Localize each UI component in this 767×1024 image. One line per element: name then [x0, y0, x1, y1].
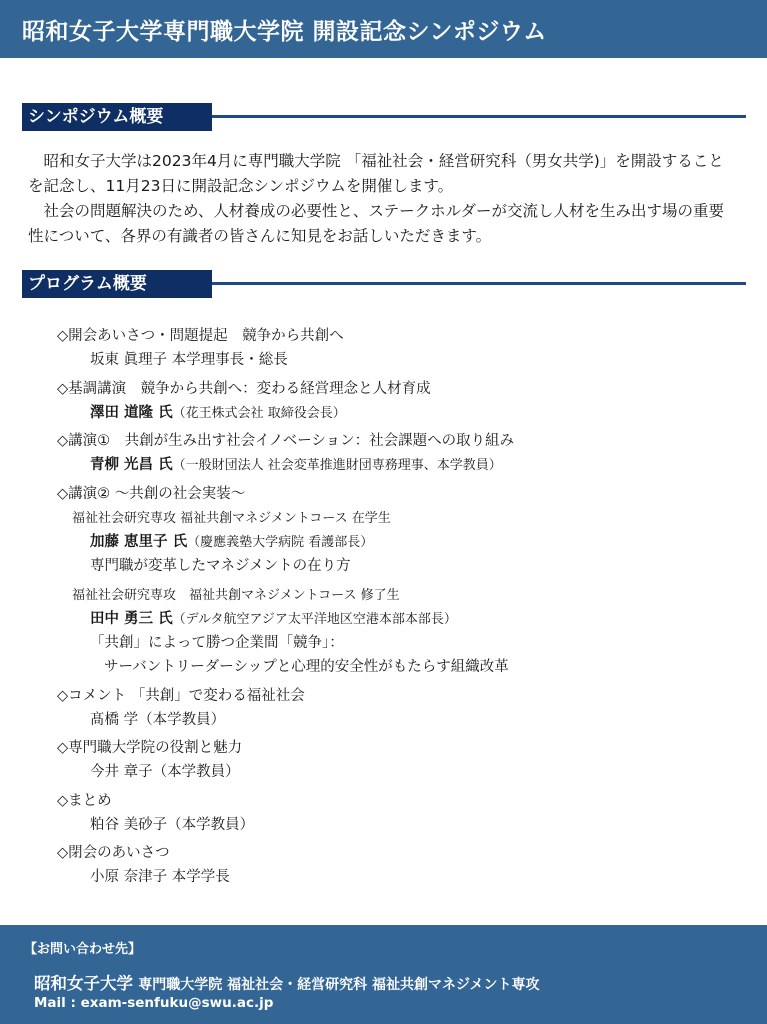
presenter-course: 福祉社会研究専攻 福祉共創マネジメントコース 在学生 [72, 511, 391, 526]
page-title: 昭和女子大学専門職大学院 開設記念シンポジウム [22, 19, 547, 45]
program-item-speaker [90, 455, 502, 476]
program-item-speaker [90, 609, 457, 630]
program-item-title: ◇講演② ～共創の社会実装～ [57, 486, 246, 502]
speaker-name: 田中 勇三 氏 [90, 611, 173, 627]
speaker-affiliation: （一般財団法人 社会変革推進財団専務理事、本学教員） [172, 458, 502, 473]
program-item-speaker [90, 532, 373, 553]
presentation-topic: 「共創」によって勝つ企業間「競争」： [90, 635, 344, 651]
program-item-speaker: 坂東 眞理子 本学理事長・総長 [90, 352, 288, 368]
contact-organization [34, 970, 540, 994]
section-label: シンポジウム概要 [22, 103, 212, 131]
program-item-title: ◇閉会のあいさつ [57, 845, 170, 861]
presenter-course: 福祉社会研究専攻 福祉共創マネジメントコース 修了生 [72, 588, 400, 603]
program-item-speaker: 髙橋 学（本学教員） [90, 712, 226, 728]
program-item-title: ◇コメント 「共創」で変わる福祉社会 [57, 688, 305, 704]
dept-name: 専門職大学院 福祉社会・経営研究科 福祉共創マネジメント専攻 [138, 977, 540, 993]
speaker-affiliation: （デルタ航空アジア太平洋地区空港本部本部長） [172, 612, 457, 627]
speaker-name: 澤田 道隆 氏 [90, 405, 173, 421]
contact-label: 【お問い合わせ先】 [24, 942, 142, 957]
overview-paragraph: 昭和女子大学は2023年4月に専門職大学院 「福祉社会・経営研究科（男女共学)」を開設することを記念し、11月23日に開設記念シンポジウムを開催します。 [28, 152, 724, 195]
section-label: プログラム概要 [22, 270, 212, 298]
speaker-name: 青柳 光昌 氏 [90, 457, 173, 473]
program-item-speaker: 粕谷 美砂子（本学教員） [90, 817, 255, 833]
program-item-title: ◇開会あいさつ・問題提起 競争から共創へ [57, 328, 344, 344]
speaker-affiliation: （花王株式会社 取締役会長） [172, 406, 346, 421]
program-item-title: ◇まとめ [57, 793, 112, 809]
presentation-topic: サーバントリーダーシップと心理的安全性がもたらす組織改革 [104, 659, 509, 675]
contact-footer [0, 925, 767, 1024]
speaker-name: 加藤 恵里子 氏 [90, 534, 188, 550]
org-name: 昭和女子大学 [34, 974, 133, 993]
program-item-speaker: 今井 章子（本学教員） [90, 764, 240, 780]
program-item-title: ◇講演① 共創が生み出す社会イノベーション：社会課題への取り組み [57, 433, 515, 449]
program-item-speaker [90, 403, 346, 424]
presentation-topic: 専門職が変革したマネジメントの在り方 [90, 558, 351, 574]
contact-email[interactable]: Mail : exam-senfuku@swu.ac.jp [34, 995, 274, 1011]
program-item-title: ◇専門職大学院の役割と魅力 [57, 740, 243, 756]
speaker-affiliation: （慶應義塾大学病院 看護部長） [187, 535, 374, 550]
program-item-title: ◇基調講演 競争から共創へ：変わる経営理念と人材育成 [57, 381, 431, 397]
overview-paragraph: 社会の問題解決のため、人材養成の必要性と、ステークホルダーが交流し人材を生み出す場の重要性について、各界の有識者の皆さんに知見をお話しいただきます。 [28, 202, 724, 245]
program-item-speaker: 小原 奈津子 本学学長 [90, 869, 230, 885]
